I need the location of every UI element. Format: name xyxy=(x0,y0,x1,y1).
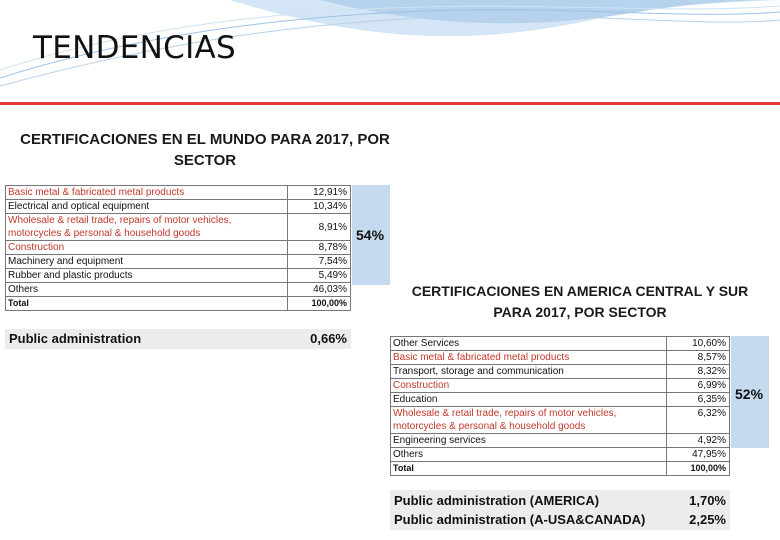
public-admin-row xyxy=(394,511,726,529)
total-value: 100,00% xyxy=(288,297,351,311)
world-heading-line2: SECTOR xyxy=(173,152,237,169)
public-admin-label: Public administration xyxy=(9,331,142,346)
table-row xyxy=(6,200,351,214)
sector-name: Machinery and equipment xyxy=(6,255,288,269)
sector-name: Other Services xyxy=(391,337,667,351)
sector-value: 10,60% xyxy=(666,337,729,351)
sector-value: 12,91% xyxy=(288,186,351,200)
table-total-row xyxy=(6,297,351,311)
table-row xyxy=(391,351,730,365)
world-public-admin-box xyxy=(5,329,351,349)
total-label: Total xyxy=(6,297,288,311)
table-row xyxy=(391,365,730,379)
public-admin-row xyxy=(394,492,726,510)
sector-name xyxy=(6,214,288,241)
sector-value: 4,92% xyxy=(666,434,729,448)
world-heading-line1: CERTIFICACIONES EN EL MUNDO PARA 2017, POR xyxy=(20,131,390,148)
sector-value: 5,49% xyxy=(288,269,351,283)
sector-name: Construction xyxy=(6,241,288,255)
sector-name xyxy=(391,407,667,434)
sector-value: 6,32% xyxy=(666,407,729,434)
total-value: 100,00% xyxy=(666,462,729,476)
america-heading xyxy=(394,281,766,323)
sector-value: 46,03% xyxy=(288,283,351,297)
table-row xyxy=(6,214,351,241)
sector-value: 8,57% xyxy=(666,351,729,365)
public-admin-value: 0,66% xyxy=(310,331,347,346)
table-row xyxy=(6,283,351,297)
table-row xyxy=(391,393,730,407)
table-row xyxy=(6,186,351,200)
sector-name: Others xyxy=(391,448,667,462)
america-heading-line1: CERTIFICACIONES EN AMERICA CENTRAL Y SUR xyxy=(411,283,749,299)
sector-value: 8,91% xyxy=(288,214,351,241)
sector-name: Transport, storage and communication xyxy=(391,365,667,379)
world-combined-share: 54% xyxy=(356,227,385,243)
title-divider xyxy=(0,102,780,105)
table-row xyxy=(6,241,351,255)
sector-value: 6,99% xyxy=(666,379,729,393)
sector-value: 8,32% xyxy=(666,365,729,379)
sector-name-line2: motorcycles & personal & household goods xyxy=(8,228,201,239)
table-total-row xyxy=(391,462,730,476)
sector-name: Others xyxy=(6,283,288,297)
world-sector-table xyxy=(5,185,351,311)
table-row xyxy=(6,255,351,269)
sector-name: Engineering services xyxy=(391,434,667,448)
public-admin-label: Public administration (AMERICA) xyxy=(394,493,600,508)
table-row xyxy=(391,379,730,393)
sector-value: 47,95% xyxy=(666,448,729,462)
table-row xyxy=(391,337,730,351)
sector-value: 8,78% xyxy=(288,241,351,255)
sector-name-line2: motorcycles & personal & household goods xyxy=(393,421,586,432)
sector-name: Education xyxy=(391,393,667,407)
public-admin-row xyxy=(9,330,347,348)
sector-name-line1: Wholesale & retail trade, repairs of motor vehicles, xyxy=(8,215,232,226)
table-row xyxy=(391,448,730,462)
public-admin-value: 1,70% xyxy=(689,493,726,508)
america-public-admin-box xyxy=(390,490,730,530)
public-admin-value: 2,25% xyxy=(689,512,726,527)
sector-name: Construction xyxy=(391,379,667,393)
sector-name-line1: Wholesale & retail trade, repairs of motor vehicles, xyxy=(393,408,617,419)
sector-value: 7,54% xyxy=(288,255,351,269)
slide-title: TENDENCIAS xyxy=(33,30,237,66)
total-label: Total xyxy=(391,462,667,476)
table-row xyxy=(391,434,730,448)
sector-value: 10,34% xyxy=(288,200,351,214)
sector-name: Rubber and plastic products xyxy=(6,269,288,283)
america-heading-line2: PARA 2017, POR SECTOR xyxy=(493,304,667,320)
table-row xyxy=(391,407,730,434)
america-sector-table xyxy=(390,336,730,476)
world-heading xyxy=(20,129,390,171)
table-row xyxy=(6,269,351,283)
sector-name: Basic metal & fabricated metal products xyxy=(6,186,288,200)
public-admin-label: Public administration (A-USA&CANADA) xyxy=(394,512,646,527)
sector-name: Basic metal & fabricated metal products xyxy=(391,351,667,365)
sector-name: Electrical and optical equipment xyxy=(6,200,288,214)
america-combined-share: 52% xyxy=(735,386,764,402)
sector-value: 6,35% xyxy=(666,393,729,407)
